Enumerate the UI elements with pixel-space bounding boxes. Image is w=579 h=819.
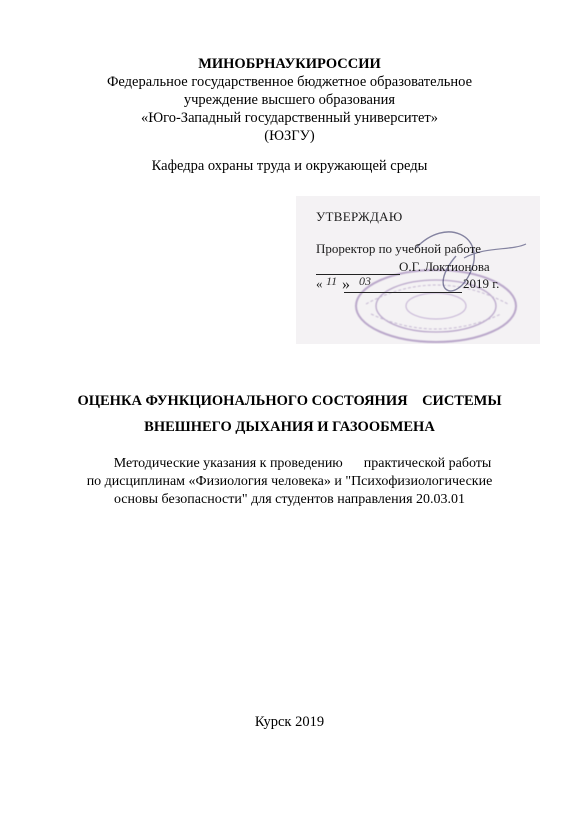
stamp-role: Проректор по учебной работе: [316, 241, 482, 256]
document-description: [0, 455, 579, 509]
org-line-1: Федеральное государственное бюджетное образовательное: [106, 74, 473, 90]
org-line-3: «Юго-Западный государственный университет»: [140, 110, 439, 126]
city-year: [0, 713, 579, 731]
stamp-date-day: 11: [326, 274, 338, 288]
date-line: [344, 292, 462, 293]
org-line-2: учреждение высшего образования: [183, 92, 396, 108]
header-block: [0, 55, 579, 145]
stamp-approve-label: УТВЕРЖДАЮ: [316, 209, 403, 224]
department-name: [0, 157, 579, 175]
title-line-1: ОЦЕНКА ФУНКЦИОНАЛЬНОГО СОСТОЯНИЯ СИСТЕМЫ: [77, 393, 502, 409]
stamp-date-year: 2019 г.: [463, 276, 500, 291]
document-title: [0, 388, 579, 440]
stamp-date-month: 03: [359, 274, 371, 288]
stamp-date-open-quote: «: [316, 276, 323, 291]
stamp-signatory-name: О.Г. Локтионова: [399, 259, 490, 274]
org-abbreviation: (ЮЗГУ): [264, 128, 315, 144]
city-year-text: Курск 2019: [254, 714, 325, 730]
description-line-1: Методические указания к проведению практической работы: [113, 456, 492, 471]
ministry-name: МИНОБРНАУКИРОССИИ: [198, 56, 381, 72]
title-line-2: ВНЕШНЕГО ДЫХАНИЯ И ГАЗООБМЕНА: [144, 419, 435, 435]
department-text: Кафедра охраны труда и окружающей среды: [151, 158, 428, 174]
approval-stamp: [296, 196, 540, 344]
description-line-3: основы безопасности" для студентов направления 20.03.01: [113, 492, 466, 507]
description-line-2: по дисциплинам «Физиология человека» и "Психофизиологические: [86, 474, 493, 489]
stamp-date-close-quote: »: [342, 276, 350, 293]
